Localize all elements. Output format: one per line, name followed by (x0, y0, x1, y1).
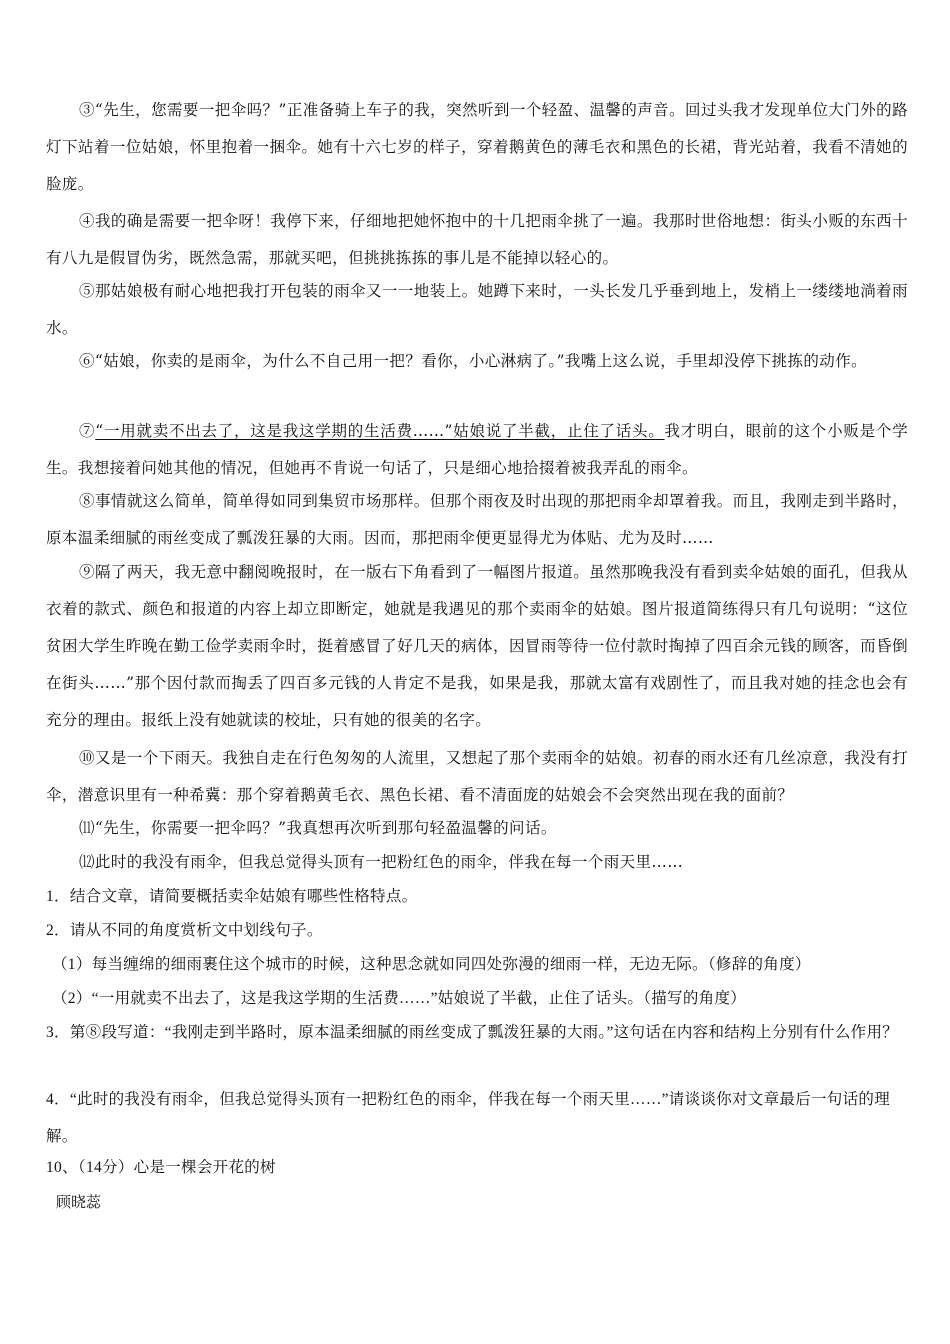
question-1: 1．结合文章，请简要概括卖伞姑娘有哪些性格特点。 (46, 888, 418, 905)
paragraph-3: ③“先生，您需要一把伞吗？”正准备骑上车子的我，突然听到一个轻盈、温馨的声音。回过头我才发现单位大门外的路灯下站着一位姑娘，怀里抱着一捆伞。她有十六七岁的样子，穿着鹅黄色的薄毛衣和黑色的长裙，背光站着，我看不清她的脸庞。 (46, 101, 908, 193)
paragraph-7-number: ⑦ (79, 422, 96, 440)
paragraph-5: ⑤那姑娘极有耐心地把我打开包装的雨伞又一一地装上。她蹲下来时，一头长发几乎垂到地上，发梢上一缕缕地淌着雨水。 (46, 282, 908, 337)
paragraph-11: ⑾“先生，你需要一把伞吗？”我真想再次听到那句轻盈温馨的问话。 (79, 819, 557, 837)
question-4: 4．“此时的我没有雨伞，但我总觉得头顶有一把粉红色的雨伞，伴我在每一个雨天里……”请谈谈你对文章最后一句话的理解。 (46, 1091, 891, 1145)
paragraph-12: ⑿此时的我没有雨伞，但我总觉得头顶有一把粉红色的雨伞，伴我在每一个雨天里…… (79, 853, 684, 871)
question-2-part-2: （2）“一用就卖不出去了，这是我这学期的生活费……”姑娘说了半截，止住了话头。（描写的角度） (52, 990, 747, 1007)
underlined-sentence: “一用就卖不出去了，这是我这学期的生活费……”姑娘说了半截，止住了话头。 (95, 422, 665, 440)
paragraph-9: ⑨隔了两天，我无意中翻阅晚报时，在一版右下角看到了一幅图片报道。虽然那晚我没有看到卖伞姑娘的面孔，但我从衣着的款式、颜色和报道的内容上却立即断定，她就是我遇见的那个卖雨伞的姑娘。图片报道简练得只有几句说明：“这位贫困大学生昨晚在勤工俭学卖雨伞时，挺着感冒了好几天的病体，因冒雨等待一位付款时掏掉了四百余元钱的顾客，而昏倒在街头……”那个因付款而掏丢了四百多元钱的人肯定不是我，如果是我，那就太富有戏剧性了，而且我对她的挂念也会有充分的理由。报纸上没有她就读的校址，只有她的很美的名字。 (46, 563, 908, 729)
paragraph-8: ⑧事情就这么简单，简单得如同到集贸市场那样。但那个雨夜及时出现的那把雨伞却罩着我。而且，我刚走到半路时，原本温柔细腻的雨丝变成了瓢泼狂暴的大雨。因而，那把雨伞便更显得尤为体贴、尤为及时…… (46, 492, 908, 547)
question-3: 3．第⑧段写道：“我刚走到半路时，原本温柔细腻的雨丝变成了瓢泼狂暴的大雨。”这句话在内容和结构上分别有什么作用？ (46, 1024, 899, 1041)
paragraph-6: ⑥“姑娘，你卖的是雨伞，为什么不自己用一把？看你，小心淋病了。”我嘴上这么说，手里却没停下挑拣的动作。 (79, 352, 868, 370)
question-2: 2．请从不同的角度赏析文中划线句子。 (46, 922, 323, 939)
author-name: 顾晓蕊 (56, 1193, 102, 1211)
section-heading: 10、（14分）心是一棵会开花的树 (46, 1159, 276, 1176)
paragraph-4: ④我的确是需要一把伞呀！我停下来，仔细地把她怀抱中的十几把雨伞挑了一遍。我那时世俗地想：街头小贩的东西十有八九是假冒伪劣，既然急需，那就买吧，但挑挑拣拣的事儿是不能掉以轻心的。 (46, 212, 908, 267)
question-2-part-1: （1）每当缠绵的细雨裹住这个城市的时候，这种思念就如同四处弥漫的细雨一样，无边无际。（修辞的角度） (52, 956, 811, 973)
paragraph-10: ⑩又是一个下雨天。我独自走在行色匆匆的人流里，又想起了那个卖雨伞的姑娘。初春的雨水还有几丝凉意，我没有打伞，潜意识里有一种希冀：那个穿着鹅黄毛衣、黑色长裙、看不清面庞的姑娘会不会突然出现在我的面前？ (46, 749, 908, 804)
paragraph-7-rest: 我才明白，眼前的这个小贩是个学生。我想接着问她其他的情况，但她再不肯说一句话了，只是细心地拾掇着被我弄乱的雨伞。 (46, 422, 908, 477)
paragraph-7 (46, 413, 908, 487)
